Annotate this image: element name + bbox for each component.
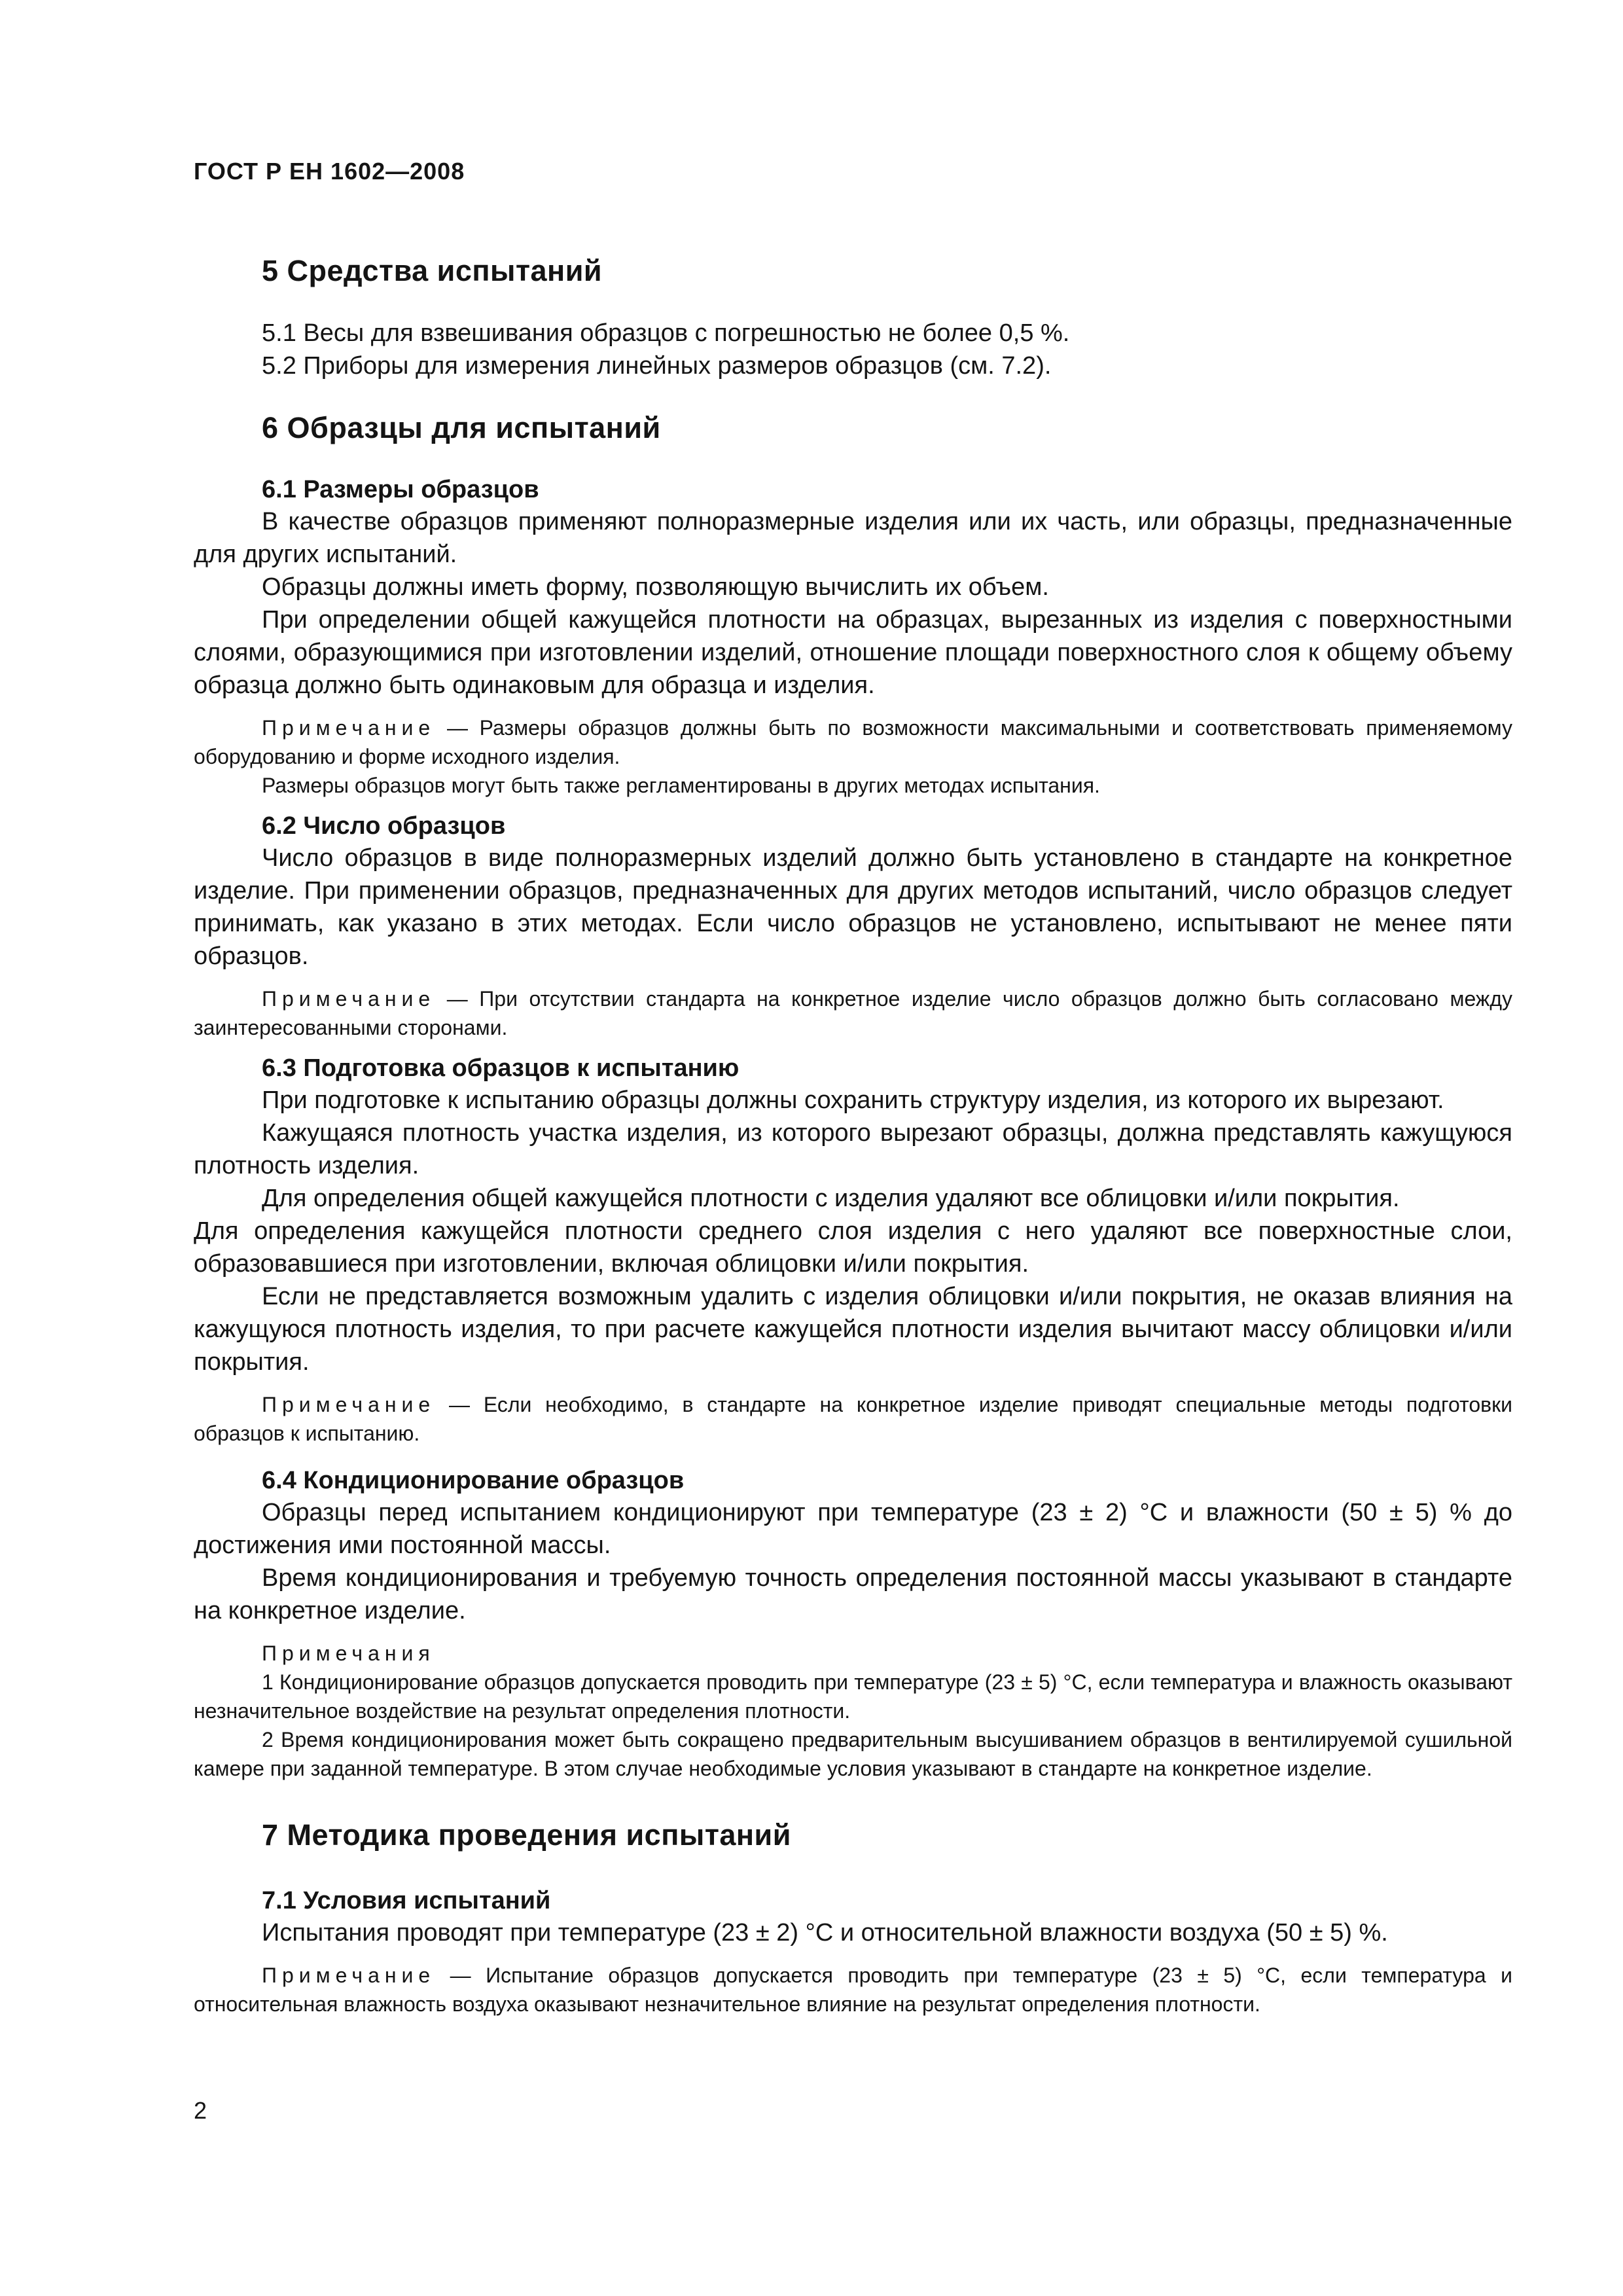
paragraph: Число образцов в виде полноразмерных изделий должно быть установлено в стандарте на конкретное изделие. При применении образцов, предназначенных для других методов испытаний, число образцов следует принимать, как указано в этих методах. Если число образцов не установлено, испытывают не менее пяти образцов. (194, 844, 1512, 970)
paragraph: Для определения общей кажущейся плотности с изделия удаляют все облицовки и/или покрытия. (262, 1185, 1400, 1212)
subsection-title: 6.2 Число образцов (262, 812, 506, 840)
notes-heading (194, 1639, 1512, 1668)
section-5-title: 5 Средства испытаний (262, 254, 603, 287)
note-text: — При отсутствии стандарта на конкретное изделие число образцов должно быть согласовано между заинтересованными сторонами. (194, 987, 1512, 1039)
paragraph: Для определения кажущейся плотности среднего слоя изделия с него удаляют все поверхностные слои, образовавшиеся при изготовлении, включая облицовки и/или покрытия. (194, 1217, 1512, 1278)
note (194, 1961, 1512, 2018)
note-text: — Если необходимо, в стандарте на конкретное изделие приводят специальные методы подготовки образцов к испытанию. (194, 1393, 1512, 1445)
paragraph: Образцы перед испытанием кондиционируют при температуре (23 ± 2) °С и влажности (50 ± 5) % до достижения ими постоянной массы. (194, 1499, 1512, 1559)
subsection-title: 6.3 Подготовка образцов к испытанию (262, 1054, 740, 1082)
note: 2 Время кондиционирования может быть сокращено предварительным высушиванием образцов в вентилируемой сушильной камере при заданной температуре. В этом случае необходимые условия указывают в стандарте на конкретное изделие. (194, 1728, 1512, 1780)
paragraph: При определении общей кажущейся плотности на образцах, вырезанных из изделия с поверхностными слоями, образующимися при изготовлении изделий, отношение площади поверхностного слоя к общему объему образца должно быть одинаковым для образца и изделия. (194, 606, 1512, 699)
note: 1 Кондиционирование образцов допускается проводить при температуре (23 ± 5) °С, если температура и влажность оказывают незначительное воздействие на результат определения плотности. (194, 1670, 1512, 1723)
note-label: Примечание (262, 716, 436, 740)
paragraph: Образцы должны иметь форму, позволяющую вычислить их объем. (262, 573, 1049, 601)
notes-label: Примечания (262, 1641, 435, 1665)
section-7-title: 7 Методика проведения испытаний (262, 1818, 791, 1852)
subsection-title: 6.1 Размеры образцов (262, 476, 539, 503)
paragraph: При подготовке к испытанию образцы должны сохранить структуру изделия, из которого их вырезают. (262, 1086, 1444, 1114)
paragraph: Испытания проводят при температуре (23 ± 2) °С и относительной влажности воздуха (50 ± 5) %. (262, 1919, 1388, 1946)
note-label: Примечание (262, 1393, 436, 1416)
section-6-title: 6 Образцы для испытаний (262, 411, 661, 444)
paragraph: Кажущаяся плотность участка изделия, из которого вырезают образцы, должна представлять кажущуюся плотность изделия. (194, 1119, 1512, 1179)
note-text: — Размеры образцов должны быть по возможности максимальными и соответствовать применяемому оборудованию и форме исходного изделия. (194, 716, 1512, 768)
subsection-title: 7.1 Условия испытаний (262, 1887, 551, 1914)
paragraph: 5.2 Приборы для измерения линейных размеров образцов (см. 7.2). (262, 352, 1052, 380)
document-header: ГОСТ Р ЕН 1602—2008 (194, 158, 465, 185)
paragraph: В качестве образцов применяют полноразмерные изделия или их часть, или образцы, предназначенные для других испытаний. (194, 508, 1512, 568)
note-label: Примечание (262, 987, 436, 1011)
paragraph: 5.1 Весы для взвешивания образцов с погрешностью не более 0,5 %. (262, 319, 1070, 347)
page-number: 2 (194, 2097, 207, 2124)
subsection-title: 6.4 Кондиционирование образцов (262, 1467, 685, 1494)
note-text: — Испытание образцов допускается проводить при температуре (23 ± 5) °С, если температура и относительная влажность воздуха оказывают незначительное влияние на результат определения плотности. (194, 1964, 1512, 2016)
note (194, 1390, 1512, 1448)
page-content (194, 152, 1512, 2018)
paragraph: Время кондиционирования и требуемую точность определения постоянной массы указывают в стандарте на конкретное изделие. (194, 1564, 1512, 1624)
note (194, 984, 1512, 1042)
note: Размеры образцов могут быть также регламентированы в других методах испытания. (262, 774, 1100, 797)
paragraph: Если не представляется возможным удалить с изделия облицовки и/или покрытия, не оказав влияния на кажущуюся плотность изделия, то при расчете кажущейся плотности изделия вычитают массу облицовки и/или покрытия. (194, 1283, 1512, 1376)
note (194, 713, 1512, 771)
note-label: Примечание (262, 1964, 436, 1987)
